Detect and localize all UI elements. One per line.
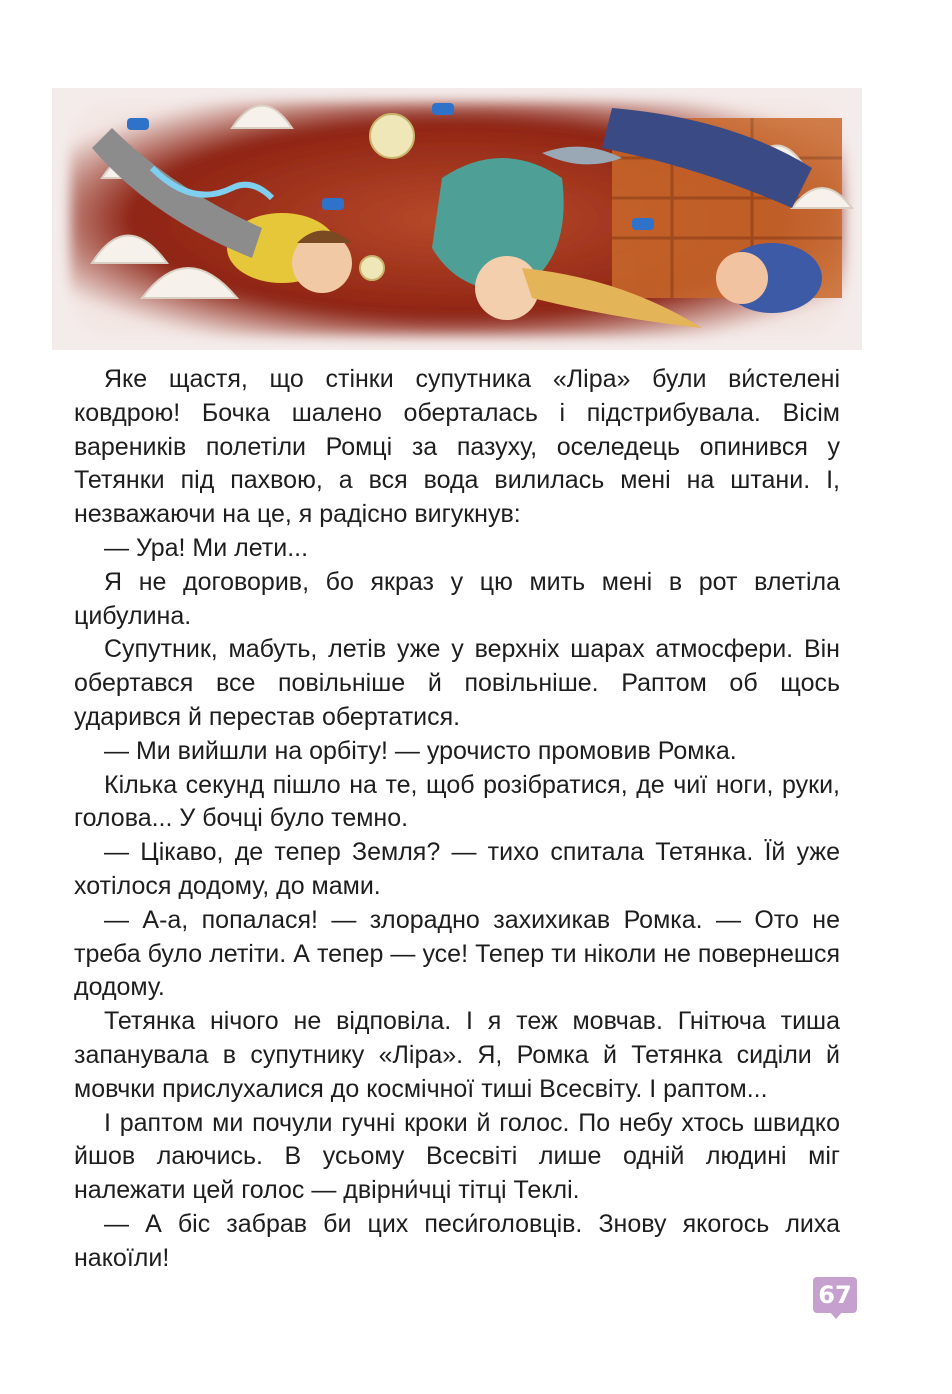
story-illustration	[52, 88, 862, 350]
paragraph: — Цікаво, де тепер Земля? — тихо спитала Тетянка. Їй уже хотілося додому, до мами.	[74, 838, 840, 900]
story-text	[74, 363, 840, 1276]
badge-tail	[829, 1311, 843, 1319]
page-number: 67	[813, 1277, 857, 1313]
paragraph: — А-а, попалася! — злорадно захихикав Ромка. — Ото не треба було летіти. А тепер — усе! Тепер ти ніколи не повернешся додому.	[74, 905, 840, 1002]
paragraph: Я не договорив, бо якраз у цю мить мені в рот влетіла цибулина.	[74, 567, 840, 630]
paragraph: Супутник, мабуть, летів уже у верхніх шарах атмосфери. Він обертався все повільніше й повільніше. Раптом об щось ударився й перестав обертатися.	[74, 635, 840, 731]
paragraph: Яке щастя, що стінки супутника «Ліра» були ви́стелені ковдрою! Бочка шалено оберталась і підстрибувала. Вісім вареників полетіли Ромці за пазуху, оселедець опинився у Тетянки під пахвою, а вся вода вилилась мені на штани. І, незважаючи на це, я радісно вигукнув:	[74, 365, 840, 529]
paragraph: — Ура! Ми лети...	[104, 533, 309, 562]
paragraph: Тетянка нічого не відповіла. І я теж мовчав. Гнітюча тиша запанувала в супутнику «Ліра». Я, Ромка й Тетянка сиділи й мовчки прислухалися до космічної тиші Всесвіту. І раптом...	[74, 1007, 840, 1103]
paragraph: — А біс забрав би цих песи́головців. Знову якогось лиха накоїли!	[74, 1209, 840, 1272]
paragraph: І раптом ми почули гучні кроки й голос. По небу хтось швидко йшов лаючись. В усьому Всесвіті лише одній людині міг належати цей голос — двірни́чці тітці Теклі.	[74, 1108, 840, 1205]
paragraph: — Ми вийшли на орбіту! — урочисто промовив Ромка.	[104, 736, 737, 765]
page-number-badge	[813, 1277, 857, 1319]
paragraph: Кілька секунд пішло на те, щоб розібратися, де чиї ноги, руки, голова... У бочці було темно.	[74, 770, 840, 833]
